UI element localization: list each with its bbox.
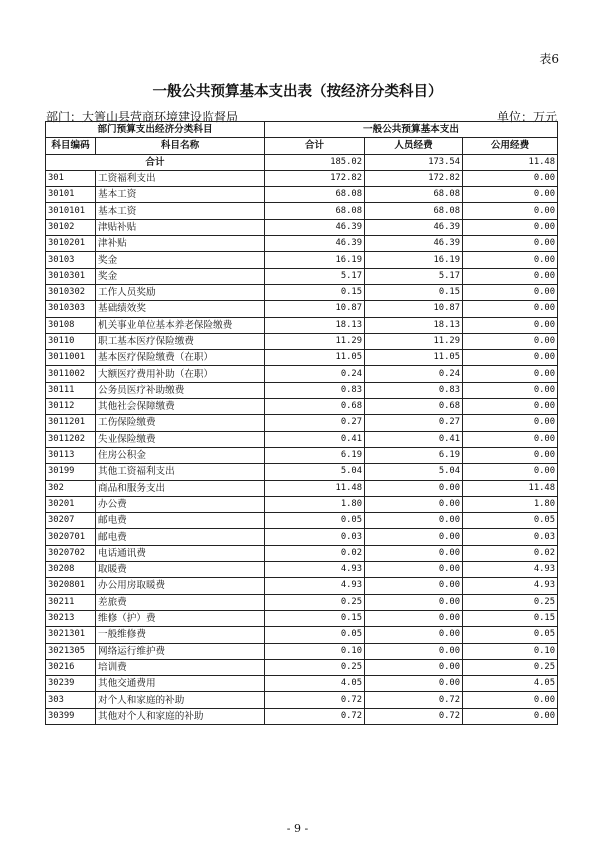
row-public: 0.15 (463, 610, 558, 626)
row-personnel: 16.19 (365, 252, 463, 268)
row-code: 3011201 (46, 415, 96, 431)
row-public: 11.48 (463, 480, 558, 496)
row-personnel: 0.00 (365, 610, 463, 626)
row-code: 3020701 (46, 529, 96, 545)
row-personnel: 0.00 (365, 513, 463, 529)
row-name: 邮电费 (96, 529, 265, 545)
table-row (46, 708, 558, 724)
table-row (46, 366, 558, 382)
department-label: 部门：大箐山县营商环境建设监督局 (46, 110, 239, 124)
row-name: 住房公积金 (96, 447, 265, 463)
row-name: 其他对个人和家庭的补助 (96, 708, 265, 724)
table-row (46, 692, 558, 708)
row-total: 0.15 (265, 284, 365, 300)
row-personnel: 0.00 (365, 545, 463, 561)
row-code: 30103 (46, 252, 96, 268)
row-name: 工资福利支出 (96, 170, 265, 186)
table-row (46, 562, 558, 578)
row-personnel: 172.82 (365, 170, 463, 186)
row-code: 30101 (46, 187, 96, 203)
row-public: 0.00 (463, 252, 558, 268)
row-personnel: 0.68 (365, 399, 463, 415)
table-row (46, 415, 558, 431)
row-name: 工伤保险缴费 (96, 415, 265, 431)
row-name: 其他工资福利支出 (96, 464, 265, 480)
table-row (46, 187, 558, 203)
row-name: 基本工资 (96, 203, 265, 219)
row-code: 3011002 (46, 366, 96, 382)
row-public: 0.00 (463, 366, 558, 382)
row-name: 工作人员奖励 (96, 284, 265, 300)
header-total: 合计 (265, 138, 365, 154)
row-name: 奖金 (96, 268, 265, 284)
row-name: 大额医疗费用补助（在职） (96, 366, 265, 382)
row-public: 0.02 (463, 545, 558, 561)
row-total: 0.05 (265, 513, 365, 529)
table-row (46, 594, 558, 610)
row-name: 维修（护）费 (96, 610, 265, 626)
row-public: 0.00 (463, 219, 558, 235)
row-public: 4.93 (463, 562, 558, 578)
row-public: 0.00 (463, 170, 558, 186)
row-name: 其他交通费用 (96, 676, 265, 692)
row-total: 0.05 (265, 627, 365, 643)
row-personnel: 0.00 (365, 676, 463, 692)
row-name: 差旅费 (96, 594, 265, 610)
page-number: - 9 - (286, 822, 309, 835)
row-code: 3011202 (46, 431, 96, 447)
table-row (46, 431, 558, 447)
table-row (46, 627, 558, 643)
row-code: 3021301 (46, 627, 96, 643)
header-column-row (46, 138, 558, 154)
row-total: 0.10 (265, 643, 365, 659)
row-name: 取暖费 (96, 562, 265, 578)
row-code: 3010301 (46, 268, 96, 284)
row-total: 68.08 (265, 187, 365, 203)
table-row (46, 643, 558, 659)
row-code: 30211 (46, 594, 96, 610)
row-personnel: 0.00 (365, 562, 463, 578)
row-total: 0.24 (265, 366, 365, 382)
row-code: 30102 (46, 219, 96, 235)
row-name: 商品和服务支出 (96, 480, 265, 496)
row-public: 0.00 (463, 301, 558, 317)
row-personnel: 5.04 (365, 464, 463, 480)
row-code: 30113 (46, 447, 96, 463)
row-personnel: 46.39 (365, 219, 463, 235)
row-code: 302 (46, 480, 96, 496)
row-personnel: 0.00 (365, 496, 463, 512)
row-personnel: 10.87 (365, 301, 463, 317)
row-public: 0.00 (463, 399, 558, 415)
header-name: 科目名称 (96, 138, 265, 154)
row-public: 0.00 (463, 236, 558, 252)
row-total: 46.39 (265, 236, 365, 252)
row-code: 303 (46, 692, 96, 708)
table-row (46, 610, 558, 626)
row-personnel: 11.05 (365, 350, 463, 366)
table-row (46, 659, 558, 675)
table-row (46, 350, 558, 366)
row-personnel: 11.29 (365, 333, 463, 349)
row-public: 0.00 (463, 692, 558, 708)
row-code: 30110 (46, 333, 96, 349)
row-personnel: 0.24 (365, 366, 463, 382)
row-personnel: 46.39 (365, 236, 463, 252)
page-title: 一般公共预算基本支出表（按经济分类科目） (152, 83, 443, 100)
table-row (46, 496, 558, 512)
row-total: 11.48 (265, 480, 365, 496)
table-row (46, 317, 558, 333)
budget-table (45, 121, 558, 725)
row-code: 3020702 (46, 545, 96, 561)
row-personnel: 0.27 (365, 415, 463, 431)
row-name: 基本医疗保险缴费（在职） (96, 350, 265, 366)
row-total: 1.80 (265, 496, 365, 512)
row-code: 30199 (46, 464, 96, 480)
row-personnel: 0.00 (365, 627, 463, 643)
table-row (46, 382, 558, 398)
table-row (46, 545, 558, 561)
total-personnel: 173.54 (365, 154, 463, 170)
row-total: 4.93 (265, 562, 365, 578)
row-public: 0.00 (463, 382, 558, 398)
row-public: 0.00 (463, 431, 558, 447)
row-total: 0.25 (265, 659, 365, 675)
row-code: 30216 (46, 659, 96, 675)
row-total: 0.03 (265, 529, 365, 545)
header-group-row (46, 122, 558, 138)
table-row (46, 578, 558, 594)
row-total: 0.25 (265, 594, 365, 610)
table-row (46, 513, 558, 529)
row-code: 3010101 (46, 203, 96, 219)
row-name: 公务员医疗补助缴费 (96, 382, 265, 398)
row-public: 0.00 (463, 415, 558, 431)
row-personnel: 0.15 (365, 284, 463, 300)
table-row (46, 676, 558, 692)
table-row (46, 219, 558, 235)
table-row (46, 236, 558, 252)
row-total: 10.87 (265, 301, 365, 317)
table-row (46, 284, 558, 300)
row-code: 3010303 (46, 301, 96, 317)
table-row (46, 252, 558, 268)
row-personnel: 18.13 (365, 317, 463, 333)
row-public: 0.00 (463, 187, 558, 203)
row-personnel: 68.08 (365, 203, 463, 219)
table-row (46, 333, 558, 349)
table-row (46, 464, 558, 480)
row-total: 11.05 (265, 350, 365, 366)
row-total: 0.72 (265, 692, 365, 708)
row-total: 0.15 (265, 610, 365, 626)
row-personnel: 0.00 (365, 480, 463, 496)
row-public: 1.80 (463, 496, 558, 512)
row-code: 30399 (46, 708, 96, 724)
row-name: 津贴补贴 (96, 219, 265, 235)
table-row (46, 301, 558, 317)
row-personnel: 0.00 (365, 529, 463, 545)
row-code: 30208 (46, 562, 96, 578)
row-personnel: 0.00 (365, 643, 463, 659)
row-name: 基础绩效奖 (96, 301, 265, 317)
row-public: 0.25 (463, 594, 558, 610)
row-code: 30112 (46, 399, 96, 415)
row-personnel: 0.72 (365, 708, 463, 724)
table-row (46, 170, 558, 186)
row-total: 6.19 (265, 447, 365, 463)
row-name: 对个人和家庭的补助 (96, 692, 265, 708)
row-total: 0.83 (265, 382, 365, 398)
row-code: 3011001 (46, 350, 96, 366)
row-name: 培训费 (96, 659, 265, 675)
row-public: 0.00 (463, 464, 558, 480)
row-personnel: 0.00 (365, 594, 463, 610)
row-code: 30213 (46, 610, 96, 626)
row-code: 30111 (46, 382, 96, 398)
row-total: 172.82 (265, 170, 365, 186)
row-code: 301 (46, 170, 96, 186)
row-public: 0.00 (463, 333, 558, 349)
table-row (46, 268, 558, 284)
header-public: 公用经费 (463, 138, 558, 154)
row-code: 30201 (46, 496, 96, 512)
row-public: 4.05 (463, 676, 558, 692)
total-row (46, 154, 558, 170)
row-total: 5.04 (265, 464, 365, 480)
row-name: 办公费 (96, 496, 265, 512)
header-group-left: 部门预算支出经济分类科目 (46, 122, 265, 138)
row-code: 30108 (46, 317, 96, 333)
header-code: 科目编码 (46, 138, 96, 154)
row-code: 3021305 (46, 643, 96, 659)
table-row (46, 480, 558, 496)
row-code: 30207 (46, 513, 96, 529)
row-public: 0.00 (463, 268, 558, 284)
row-personnel: 0.83 (365, 382, 463, 398)
row-public: 0.05 (463, 513, 558, 529)
row-public: 0.00 (463, 447, 558, 463)
total-public: 11.48 (463, 154, 558, 170)
row-personnel: 0.72 (365, 692, 463, 708)
row-personnel: 6.19 (365, 447, 463, 463)
row-name: 网络运行维护费 (96, 643, 265, 659)
row-public: 0.03 (463, 529, 558, 545)
total-label: 合计 (46, 154, 265, 170)
table-number: 表6 (539, 52, 559, 66)
row-total: 4.05 (265, 676, 365, 692)
total-amount: 185.02 (265, 154, 365, 170)
row-name: 津补贴 (96, 236, 265, 252)
row-name: 办公用房取暖费 (96, 578, 265, 594)
row-total: 0.68 (265, 399, 365, 415)
row-total: 5.17 (265, 268, 365, 284)
row-public: 0.00 (463, 284, 558, 300)
row-total: 0.02 (265, 545, 365, 561)
header-personnel: 人员经费 (365, 138, 463, 154)
row-public: 0.05 (463, 627, 558, 643)
row-total: 16.19 (265, 252, 365, 268)
row-public: 0.00 (463, 350, 558, 366)
row-public: 0.25 (463, 659, 558, 675)
table-row (46, 447, 558, 463)
row-name: 电话通讯费 (96, 545, 265, 561)
row-code: 3010201 (46, 236, 96, 252)
row-personnel: 0.00 (365, 659, 463, 675)
row-name: 机关事业单位基本养老保险缴费 (96, 317, 265, 333)
row-personnel: 68.08 (365, 187, 463, 203)
unit-label: 单位：万元 (496, 110, 557, 124)
row-public: 0.00 (463, 708, 558, 724)
row-total: 46.39 (265, 219, 365, 235)
row-name: 一般维修费 (96, 627, 265, 643)
row-code: 3020801 (46, 578, 96, 594)
row-total: 11.29 (265, 333, 365, 349)
row-total: 0.41 (265, 431, 365, 447)
row-total: 4.93 (265, 578, 365, 594)
row-name: 其他社会保障缴费 (96, 399, 265, 415)
row-total: 0.27 (265, 415, 365, 431)
table-row (46, 203, 558, 219)
row-total: 68.08 (265, 203, 365, 219)
row-total: 18.13 (265, 317, 365, 333)
row-public: 0.10 (463, 643, 558, 659)
row-public: 0.00 (463, 203, 558, 219)
row-name: 奖金 (96, 252, 265, 268)
row-personnel: 0.00 (365, 578, 463, 594)
row-name: 职工基本医疗保险缴费 (96, 333, 265, 349)
row-public: 4.93 (463, 578, 558, 594)
row-code: 3010302 (46, 284, 96, 300)
row-name: 失业保险缴费 (96, 431, 265, 447)
row-personnel: 0.41 (365, 431, 463, 447)
row-name: 基本工资 (96, 187, 265, 203)
row-personnel: 5.17 (365, 268, 463, 284)
row-public: 0.00 (463, 317, 558, 333)
row-name: 邮电费 (96, 513, 265, 529)
table-row (46, 399, 558, 415)
table-row (46, 529, 558, 545)
row-code: 30239 (46, 676, 96, 692)
header-group-right: 一般公共预算基本支出 (265, 122, 558, 138)
row-total: 0.72 (265, 708, 365, 724)
